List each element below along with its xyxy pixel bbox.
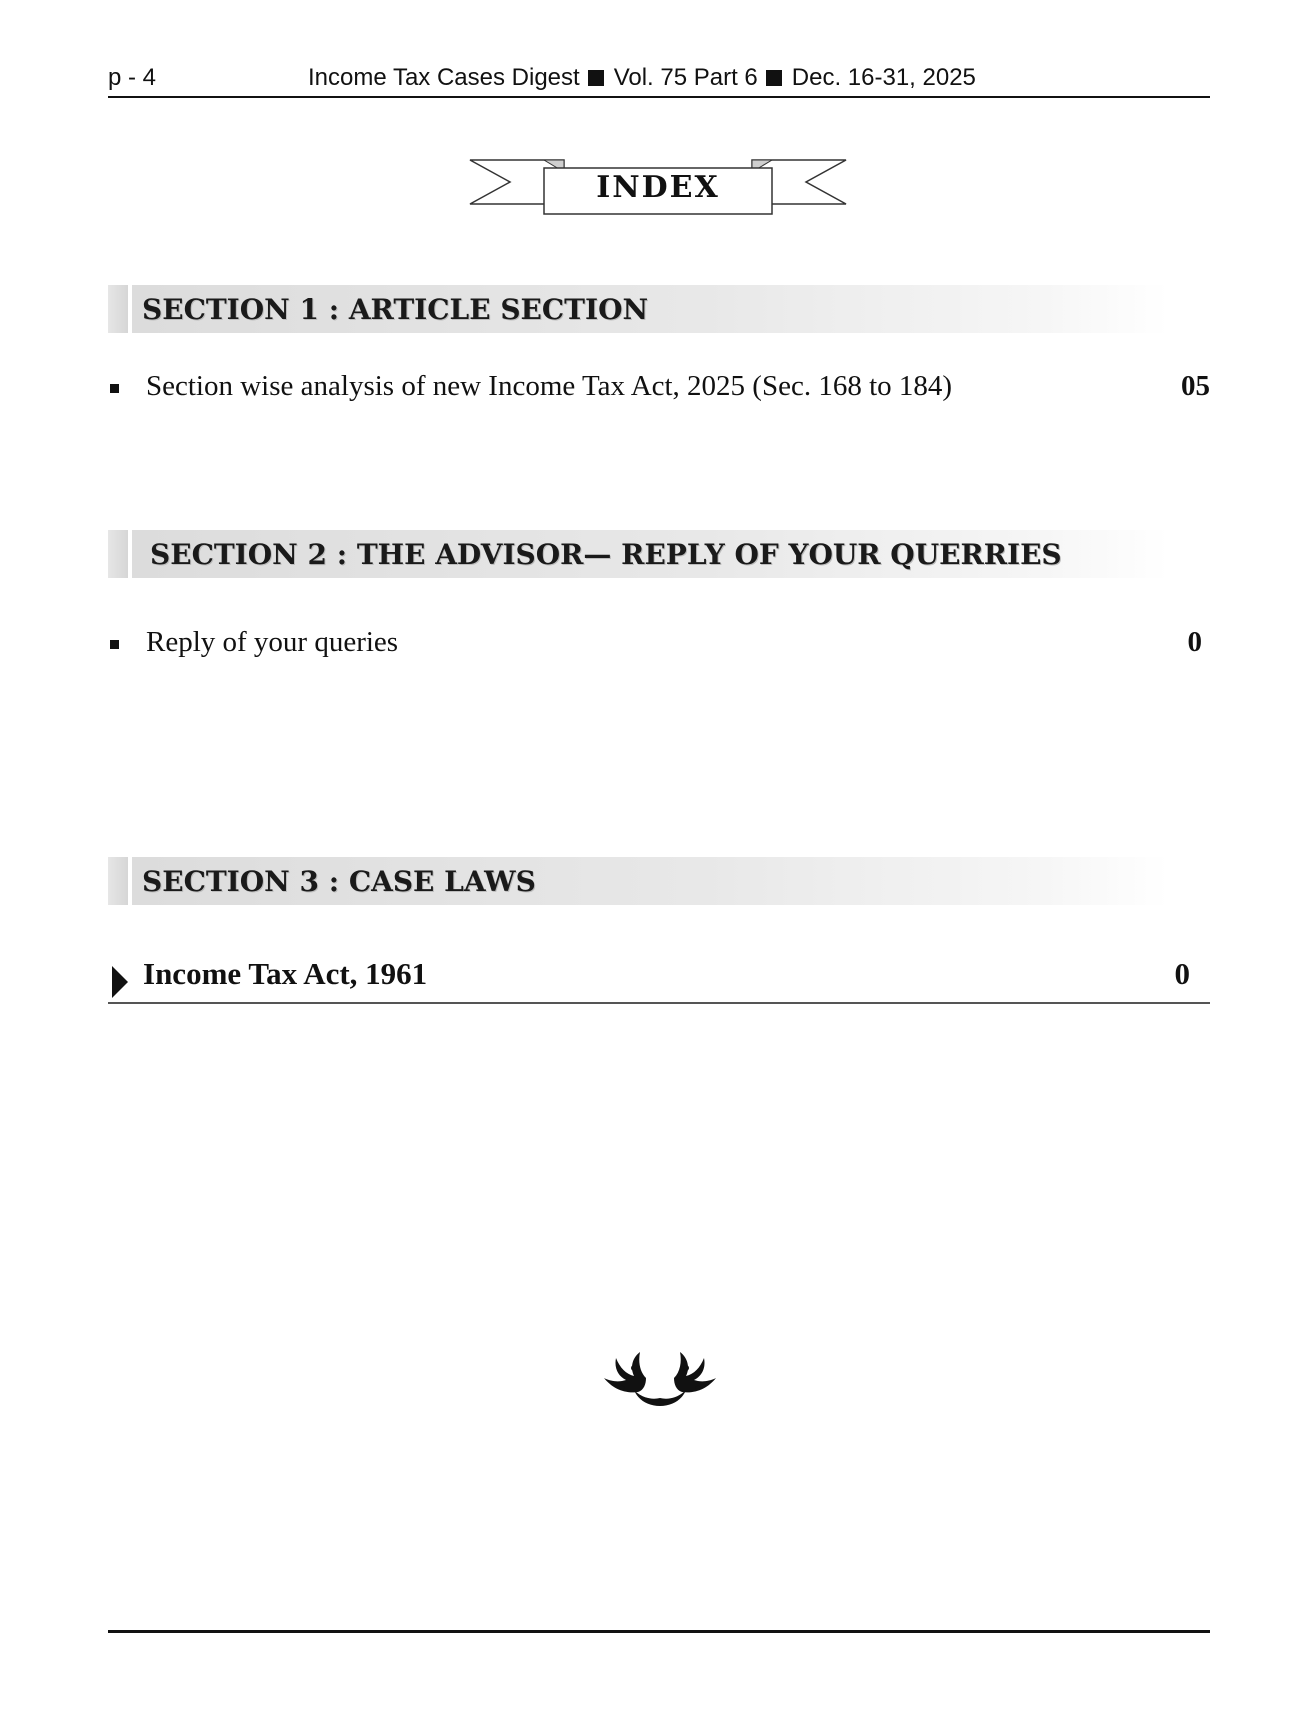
journal-name: Income Tax Cases Digest bbox=[308, 64, 580, 91]
square-separator-icon bbox=[766, 70, 782, 86]
page-number: p - 4 bbox=[108, 64, 157, 91]
section-2-title: SECTION 2 : THE ADVISOR— REPLY OF YOUR QUERRIES bbox=[150, 538, 1062, 571]
index-entry[interactable] bbox=[108, 626, 1210, 666]
running-title bbox=[308, 64, 976, 92]
entry-title: Reply of your queries bbox=[146, 626, 399, 658]
footer-rule bbox=[108, 1630, 1210, 1633]
section-3-header bbox=[108, 857, 1168, 905]
section-2-header bbox=[108, 530, 1168, 578]
entry-page-number: 0 bbox=[1187, 626, 1202, 658]
entry-title: Section wise analysis of new Income Tax Act, 2025 (Sec. 168 to 184) bbox=[146, 370, 953, 402]
square-bullet-icon bbox=[110, 384, 119, 393]
section-1-header bbox=[108, 285, 1168, 333]
subsection-page-number: 0 bbox=[1174, 956, 1190, 991]
page-header bbox=[108, 64, 1210, 98]
section-bar-stub bbox=[108, 530, 128, 578]
floral-ornament-icon bbox=[598, 1348, 722, 1410]
section-bar-stub bbox=[108, 857, 128, 905]
section-1-title: SECTION 1 : ARTICLE SECTION bbox=[142, 293, 649, 326]
square-separator-icon bbox=[588, 70, 604, 86]
section-3-title: SECTION 3 : CASE LAWS bbox=[142, 865, 536, 898]
section-bar-stub bbox=[108, 285, 128, 333]
index-title: INDEX bbox=[596, 170, 720, 205]
index-banner bbox=[468, 156, 848, 218]
volume-info: Vol. 75 Part 6 bbox=[613, 64, 758, 91]
index-entry[interactable] bbox=[108, 370, 1210, 410]
triangle-arrow-icon bbox=[112, 966, 128, 998]
subsection-title: Income Tax Act, 1961 bbox=[143, 956, 428, 991]
issue-date: Dec. 16-31, 2025 bbox=[791, 64, 976, 91]
subsection-entry[interactable] bbox=[108, 956, 1210, 1004]
square-bullet-icon bbox=[110, 640, 119, 649]
entry-page-number: 05 bbox=[1181, 370, 1210, 402]
